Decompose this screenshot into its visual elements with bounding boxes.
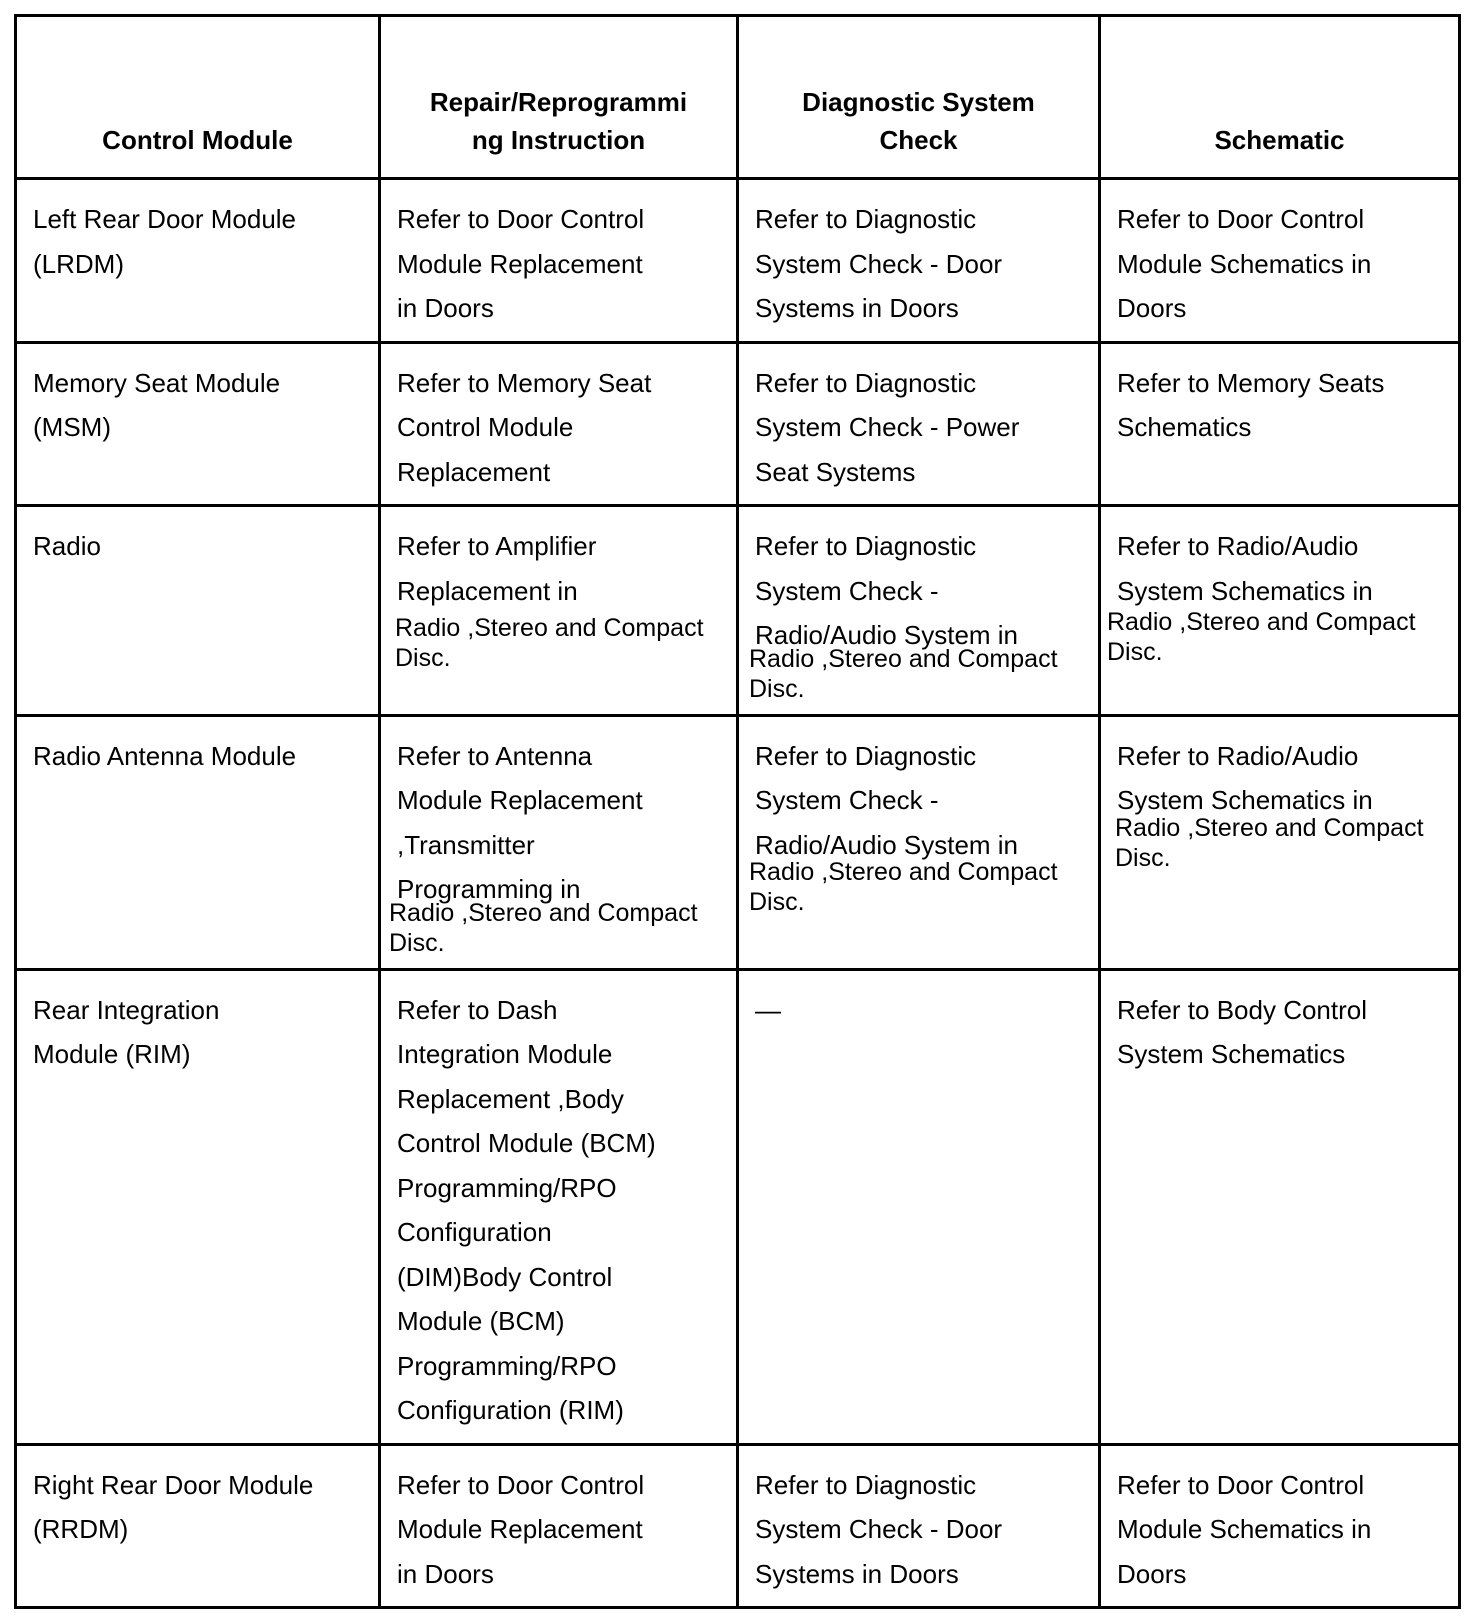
cell-line: System Check -: [755, 785, 939, 815]
cell-line: Module Replacement: [397, 1514, 643, 1544]
table-row: [16, 1444, 1460, 1608]
cell-line: Refer to Diagnostic: [755, 740, 977, 771]
control-module-table: [14, 14, 1461, 1609]
cell-schematic: [1100, 342, 1460, 506]
cell-diagnostic: [738, 715, 1100, 969]
cell-repair: [380, 506, 738, 716]
cell-small-text: [1107, 607, 1444, 667]
cell-small-text: [1115, 813, 1444, 873]
cell-line: Configuration: [397, 1217, 552, 1247]
empty-dash: —: [755, 994, 781, 1025]
cell-line: Refer to Radio/Audio: [1117, 531, 1359, 561]
cell-line: Disc.: [749, 888, 805, 916]
cell-repair: [380, 1444, 738, 1608]
cell-line: Rear Integration: [33, 994, 220, 1025]
cell-line: Right Rear Door Module: [33, 1469, 314, 1500]
header-label: ng Instruction: [471, 125, 646, 155]
cell-small-text: [749, 644, 1084, 704]
cell-module: [16, 179, 380, 343]
cell-small-text: [749, 857, 1084, 917]
cell-schematic: [1100, 506, 1460, 716]
cell-module: [16, 506, 380, 716]
cell-line: System Schematics in: [1117, 785, 1373, 815]
cell-repair: [380, 969, 738, 1444]
cell-line: Disc.: [749, 674, 805, 703]
cell-line: Refer to Radio/Audio: [1117, 740, 1359, 771]
cell-line: Refer to Diagnostic: [755, 204, 977, 234]
cell-line: Refer to Door Control: [1117, 1469, 1365, 1500]
cell-line: Left Rear Door Module: [33, 204, 297, 234]
cell-line: Radio Antenna Module: [33, 740, 297, 771]
cell-schematic: [1100, 179, 1460, 343]
cell-line: Control Module: [397, 412, 574, 442]
cell-line: Systems in Doors: [755, 293, 959, 323]
cell-line: (LRDM): [33, 248, 124, 279]
table-row: [16, 506, 1460, 716]
cell-line: Module Schematics in: [1117, 1514, 1372, 1544]
cell-line: Control Module (BCM): [397, 1128, 656, 1158]
cell-line: Disc.: [1115, 843, 1171, 872]
header-label: Repair/Reprogrammi: [429, 87, 688, 117]
cell-line: Radio ,Stereo and Compact: [749, 858, 1058, 886]
header-label: Diagnostic System: [802, 87, 1035, 117]
cell-module: [16, 342, 380, 506]
cell-line: ,Transmitter: [397, 829, 535, 860]
cell-line: Refer to Dash: [397, 994, 558, 1025]
cell-line: Programming in: [397, 874, 581, 904]
cell-line: Disc.: [1107, 638, 1163, 666]
cell-line: Refer to Diagnostic: [755, 1469, 977, 1500]
cell-line: Schematics: [1117, 412, 1252, 442]
cell-line: Radio ,Stereo and Compact: [1115, 813, 1424, 842]
cell-schematic: [1100, 715, 1460, 969]
cell-schematic: [1100, 969, 1460, 1444]
cell-line: Radio: [33, 531, 101, 561]
cell-line: Replacement ,Body: [397, 1083, 624, 1114]
cell-repair: [380, 715, 738, 969]
header-diagnostic-check: [738, 16, 1100, 179]
cell-line: System Schematics in: [1117, 575, 1373, 606]
header-label: Control Module: [102, 125, 293, 155]
cell-small-text: [389, 898, 722, 958]
cell-line: Memory Seat Module: [33, 367, 281, 398]
table-row: [16, 342, 1460, 506]
cell-line: Refer to Amplifier: [397, 531, 597, 561]
cell-line: Radio/Audio System in: [755, 829, 1019, 860]
cell-line: Radio/Audio System in: [755, 620, 1019, 650]
cell-diagnostic: [738, 506, 1100, 716]
cell-line: Radio ,Stereo and Compact: [749, 644, 1058, 673]
cell-line: Refer to Door Control: [397, 1469, 645, 1500]
cell-line: Radio ,Stereo and Compact: [389, 898, 698, 927]
header-control-module: [16, 16, 380, 179]
cell-repair: [380, 342, 738, 506]
cell-line: Doors: [1117, 1558, 1187, 1589]
cell-line: Seat Systems: [755, 456, 916, 487]
cell-line: Module Replacement: [397, 785, 643, 815]
cell-line: Radio ,Stereo and Compact: [395, 614, 704, 642]
header-repair-instruction: [380, 16, 738, 179]
cell-line: Integration Module: [397, 1039, 613, 1069]
table-header-row: [16, 16, 1460, 179]
cell-line: (RRDM): [33, 1514, 129, 1544]
cell-line: Programming/RPO: [397, 1172, 617, 1203]
cell-line: Refer to Door Control: [1117, 204, 1365, 234]
cell-module: [16, 1444, 380, 1608]
table-row: [16, 969, 1460, 1444]
cell-diagnostic: [738, 1444, 1100, 1608]
cell-line: System Check - Power: [755, 412, 1020, 442]
cell-line: System Check - Door: [755, 248, 1003, 279]
cell-line: Refer to Memory Seats: [1117, 367, 1385, 398]
cell-line: Replacement: [397, 456, 551, 487]
cell-small-text: [395, 613, 722, 673]
cell-line: Refer to Body Control: [1117, 994, 1368, 1025]
cell-line: Refer to Memory Seat: [397, 367, 652, 398]
cell-line: Disc.: [395, 644, 451, 672]
cell-line: Configuration (RIM): [397, 1395, 624, 1425]
cell-line: System Check -: [755, 575, 939, 606]
cell-line: Module (RIM): [33, 1039, 191, 1069]
header-label: Check: [879, 125, 958, 155]
cell-diagnostic: [738, 969, 1100, 1444]
cell-line: Radio ,Stereo and Compact: [1107, 608, 1416, 636]
cell-line: Disc.: [389, 928, 445, 957]
cell-line: in Doors: [397, 1558, 494, 1589]
header-label: Schematic: [1214, 125, 1345, 155]
cell-line: Refer to Diagnostic: [755, 367, 977, 398]
cell-line: System Schematics: [1117, 1039, 1346, 1069]
cell-line: in Doors: [397, 293, 494, 323]
cell-line: Programming/RPO: [397, 1350, 617, 1381]
cell-diagnostic: [738, 342, 1100, 506]
cell-line: Systems in Doors: [755, 1558, 959, 1589]
header-schematic: [1100, 16, 1460, 179]
cell-line: Replacement in: [397, 575, 578, 606]
table-row: [16, 715, 1460, 969]
cell-line: Doors: [1117, 293, 1187, 323]
cell-line: (DIM)Body Control: [397, 1261, 613, 1292]
cell-schematic: [1100, 1444, 1460, 1608]
cell-line: Module Replacement: [397, 248, 643, 279]
cell-line: Refer to Antenna: [397, 740, 593, 771]
cell-line: Refer to Door Control: [397, 204, 645, 234]
cell-line: Module (BCM): [397, 1306, 565, 1336]
cell-line: Module Schematics in: [1117, 248, 1372, 279]
cell-module: [16, 715, 380, 969]
cell-line: Refer to Diagnostic: [755, 531, 977, 561]
cell-module: [16, 969, 380, 1444]
cell-line: (MSM): [33, 412, 111, 442]
cell-diagnostic: [738, 179, 1100, 343]
cell-repair: [380, 179, 738, 343]
cell-line: System Check - Door: [755, 1514, 1003, 1544]
table-row: [16, 179, 1460, 343]
